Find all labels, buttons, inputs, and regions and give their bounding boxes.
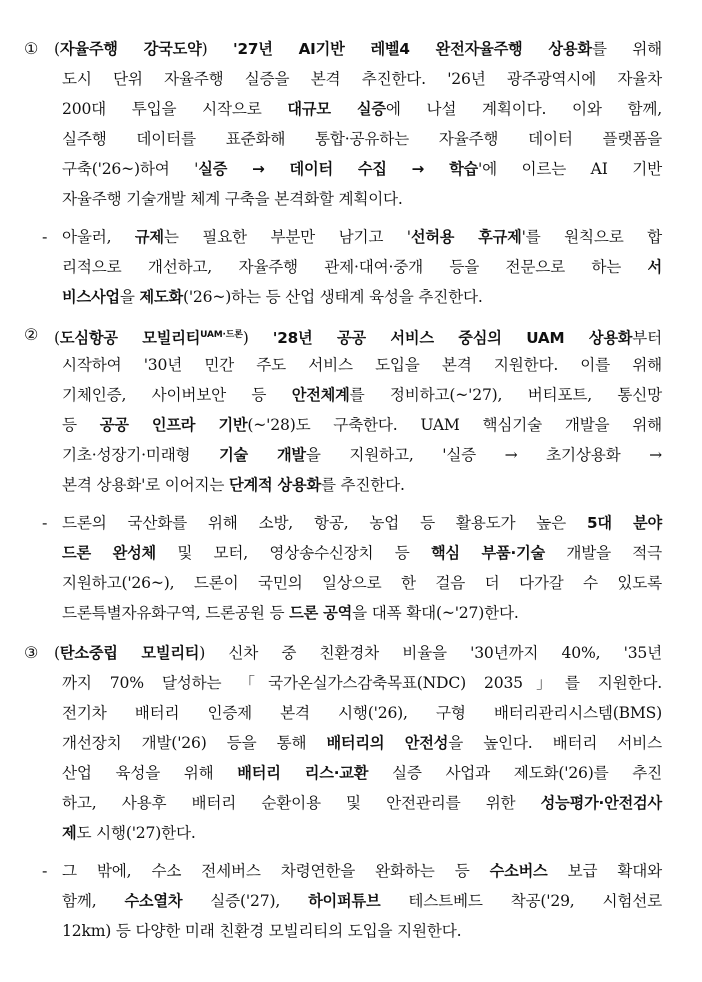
paragraph-line: 드론의 국산화를 위해 소방, 항공, 농업 등 활용도가 높은 5대 분야 <box>62 514 663 532</box>
paragraph-line: (탄소중립 모빌리티) 신차 중 친환경차 비율을 '30년까지 40%, '35년 <box>54 644 662 662</box>
bullet-dash: - <box>42 513 48 532</box>
paragraph-line: 드론 완성체 및 모터, 영상송수신장치 등 핵심 부품·기술 개발을 적극 <box>62 544 662 562</box>
paragraph-line: 비스사업을 제도화('26~)하는 등 산업 생태계 육성을 추진한다. <box>62 288 483 306</box>
paragraph-line: 200대 투입을 시작으로 대규모 실증에 나설 계획이다. 이와 함께, <box>62 100 662 118</box>
paragraph-line: 12km) 등 다양한 미래 친환경 모빌리티의 도입을 지원한다. <box>62 922 462 940</box>
paragraph-line: 아울러, 규제는 필요한 부분만 남기고 '선허용 후규제'를 원칙으로 합 <box>62 228 662 246</box>
section-number-3: ③ <box>24 643 39 662</box>
paragraph-line: 기초·성장기·미래형 기술 개발을 지원하고, '실증 → 초기상용화 → <box>62 446 662 464</box>
bullet-dash: - <box>42 227 48 246</box>
bullet-dash: - <box>42 861 48 880</box>
paragraph-line: 실주행 데이터를 표준화해 통합·공유하는 자율주행 데이터 플랫폼을 <box>62 130 662 148</box>
section-number-1: ① <box>24 39 39 58</box>
paragraph-line: 개선장치 개발('26) 등을 통해 배터리의 안전성을 높인다. 배터리 서비스 <box>62 734 662 752</box>
paragraph-line: 하고, 사용후 배터리 순환이용 및 안전관리를 위한 성능평가·안전검사 <box>62 794 662 812</box>
paragraph-line: (자율주행 강국도약) '27년 AI기반 레벨4 완전자율주행 상용화를 위해 <box>54 40 662 58</box>
paragraph-line: 기체인증, 사이버보안 등 안전체계를 정비하고(~'27), 버티포트, 통신망 <box>62 386 662 404</box>
section-number-2: ② <box>24 325 39 344</box>
paragraph-line: 드론특별자유화구역, 드론공원 등 드론 공역을 대폭 확대(~'27)한다. <box>62 604 519 622</box>
paragraph-line: 등 공공 인프라 기반(~'28)도 구축한다. UAM 핵심기술 개발을 위해 <box>62 416 663 434</box>
paragraph-line: 그 밖에, 수소 전세버스 차령연한을 완화하는 등 수소버스 보급 확대와 <box>62 862 662 880</box>
paragraph-line: (도심항공 모빌리티$^{UAM\cdot 드론}$) '28년 공공 서비스 중심의 UAM 상용화부터 <box>54 329 663 347</box>
paragraph-line: 전기차 배터리 인증제 본격 시행('26), 구형 배터리관리시스템(BMS) <box>62 704 662 722</box>
paragraph-line: 까지 70% 달성하는 「국가온실가스감축목표(NDC) 2035」를 지원한다. <box>62 674 662 692</box>
paragraph-line: 지원하고('26~), 드론이 국민의 일상으로 한 걸음 더 다가갈 수 있도록 <box>62 574 662 592</box>
paragraph-line: 자율주행 기술개발 체계 구축을 본격화할 계획이다. <box>62 190 403 208</box>
paragraph-line: 본격 상용화'로 이어지는 단계적 상용화를 추진한다. <box>62 476 405 494</box>
paragraph-line: 시작하여 '30년 민간 주도 서비스 도입을 본격 지원한다. 이를 위해 <box>62 356 662 374</box>
paragraph-line: 리적으로 개선하고, 자율주행 관제·대여·중개 등을 전문으로 하는 서 <box>62 258 662 276</box>
paragraph-line: 도시 단위 자율주행 실증을 본격 추진한다. '26년 광주광역시에 자율차 <box>62 70 662 88</box>
paragraph-line: 구축('26~)하여 '실증 → 데이터 수집 → 학습'에 이르는 AI 기반 <box>62 160 662 178</box>
paragraph-line: 산업 육성을 위해 배터리 리스·교환 실증 사업과 제도화('26)를 추진 <box>62 764 662 782</box>
paragraph-line: 함께, 수소열차 실증('27), 하이퍼튜브 테스트베드 착공('29, 시험선로 <box>62 892 662 910</box>
paragraph-line: 제도 시행('27)한다. <box>62 824 196 842</box>
